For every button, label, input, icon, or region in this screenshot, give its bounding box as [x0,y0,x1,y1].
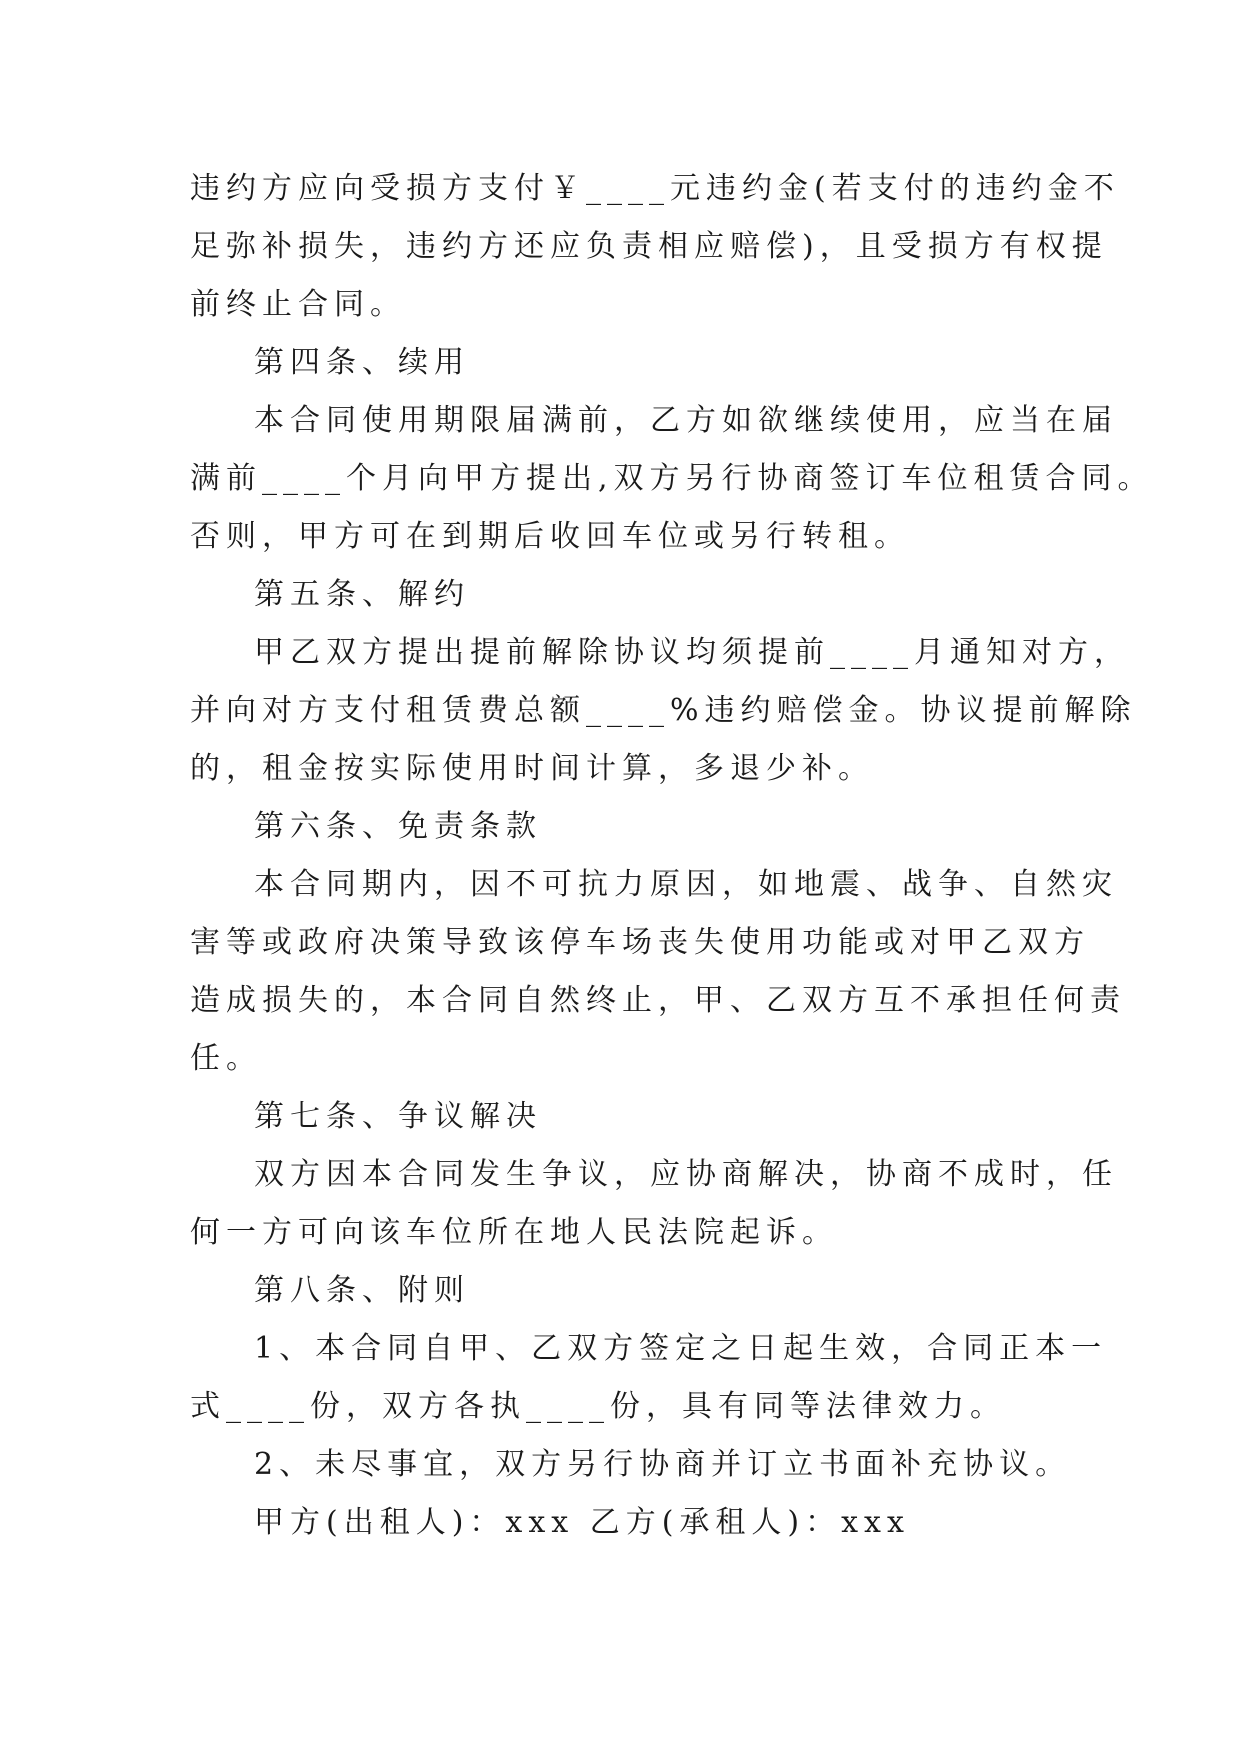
clause-text-line: 否则，甲方可在到期后收回车位或另行转租。 [190,519,910,554]
clause-text-line: 本合同期内，因不可抗力原因，如地震、战争、自然灾 [254,867,1118,902]
clause-text-line: 任。 [190,1041,262,1076]
article-heading-4: 第四条、续用 [254,345,470,380]
clause-text-line: 2、未尽事宜，双方另行协商并订立书面补充协议。 [254,1447,1072,1482]
signature-line: 甲方(出租人)：xxx 乙方(承租人)：xxx [254,1505,910,1540]
clause-text-line: 害等或政府决策导致该停车场丧失使用功能或对甲乙双方 [190,925,1090,960]
article-heading-6: 第六条、免责条款 [254,809,542,844]
clause-text-line: 足弥补损失，违约方还应负责相应赔偿)，且受损方有权提 [190,229,1108,264]
clause-text-line: 甲乙双方提出提前解除协议均须提前____月通知对方， [254,635,1130,670]
article-heading-5: 第五条、解约 [254,577,470,612]
clause-text-line: 何一方可向该车位所在地人民法院起诉。 [190,1215,838,1250]
article-heading-8: 第八条、附则 [254,1273,470,1308]
clause-text-line: 满前____个月向甲方提出,双方另行协商签订车位租赁合同。 [190,461,1154,496]
clause-text-line: 双方因本合同发生争议，应协商解决，协商不成时，任 [254,1157,1118,1192]
clause-text-line: 并向对方支付租赁费总额____%违约赔偿金。协议提前解除 [190,693,1137,728]
clause-text-line: 前终止合同。 [190,287,406,322]
clause-text-line: 造成损失的，本合同自然终止，甲、乙双方互不承担任何责 [190,983,1126,1018]
clause-text-line: 本合同使用期限届满前，乙方如欲继续使用，应当在届 [254,403,1118,438]
article-heading-7: 第七条、争议解决 [254,1099,542,1134]
clause-text-line: 式____份，双方各执____份，具有同等法律效力。 [190,1389,1006,1424]
clause-text-line: 的，租金按实际使用时间计算，多退少补。 [190,751,874,786]
clause-text-line: 违约方应向受损方支付￥____元违约金(若支付的违约金不 [190,171,1120,206]
contract-body [190,160,1154,1552]
clause-text-line: 1、本合同自甲、乙双方签定之日起生效，合同正本一 [254,1331,1108,1366]
